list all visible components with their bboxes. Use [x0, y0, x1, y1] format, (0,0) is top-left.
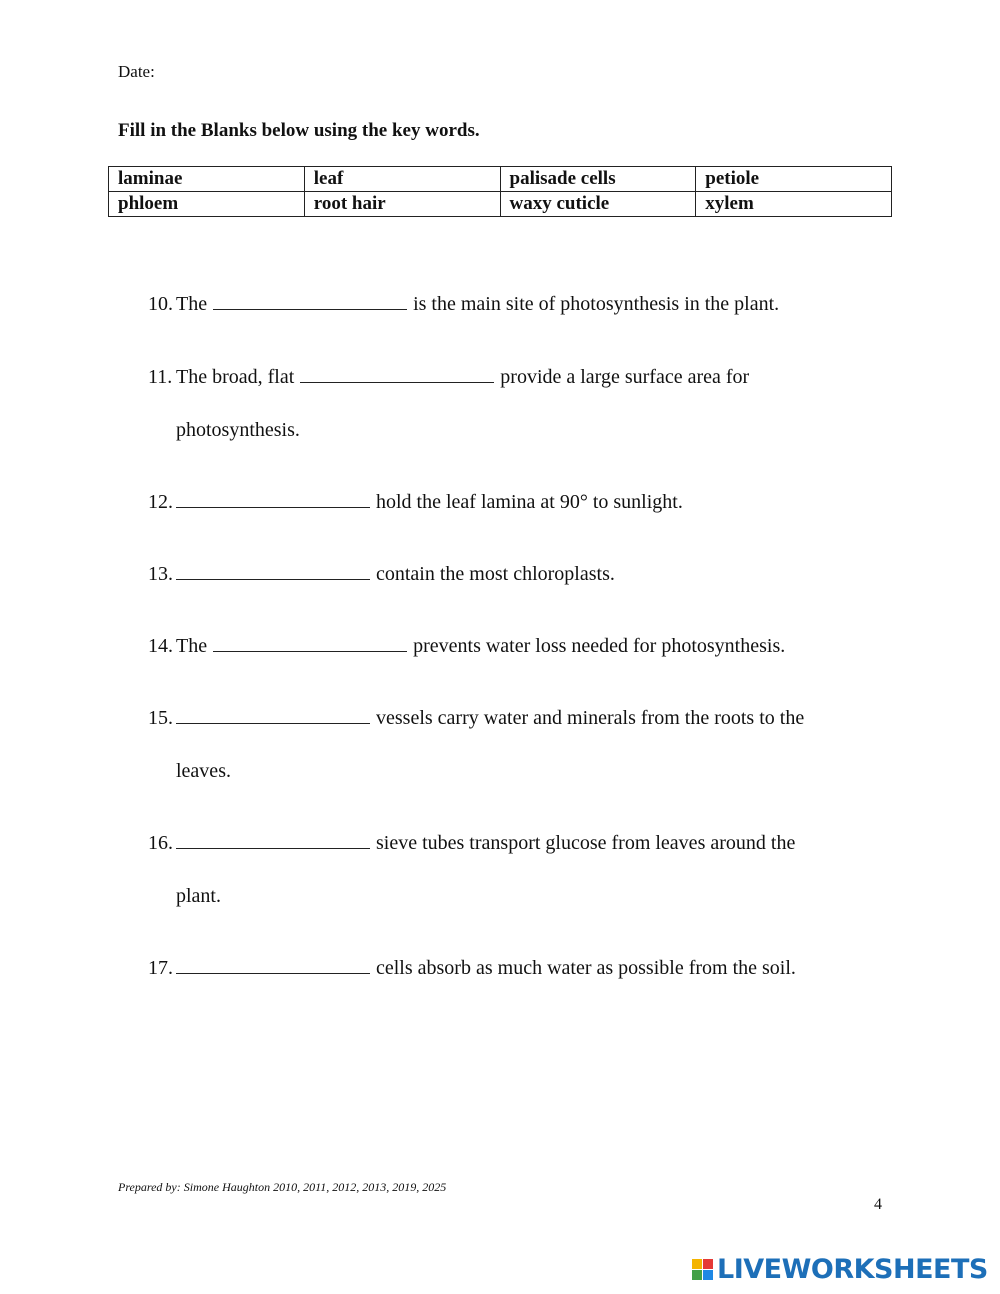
answer-blank-16[interactable]	[176, 832, 370, 849]
question-number: 14.	[148, 635, 173, 657]
keyword-row	[109, 167, 892, 192]
question-17	[148, 957, 796, 979]
keyword-cell: laminae	[109, 167, 305, 192]
question-text: vessels carry water and minerals from the roots to the	[376, 707, 805, 729]
question-15	[148, 707, 804, 729]
question-number: 12.	[148, 491, 173, 513]
keyword-cell: root hair	[304, 192, 500, 217]
liveworksheets-brand[interactable]	[692, 1254, 988, 1285]
date-label: Date:	[118, 62, 155, 81]
brand-name: LIVEWORKSHEETS	[717, 1254, 988, 1285]
answer-blank-11[interactable]	[300, 366, 494, 383]
question-continuation: leaves.	[176, 760, 231, 782]
question-continuation: photosynthesis.	[176, 419, 300, 441]
keyword-cell: xylem	[696, 192, 892, 217]
question-number: 16.	[148, 832, 173, 854]
question-text: contain the most chloroplasts.	[376, 563, 615, 585]
keyword-cell: waxy cuticle	[500, 192, 696, 217]
prepared-by-footer: Prepared by: Simone Haughton 2010, 2011, 2012, 2013, 2019, 2025	[118, 1180, 447, 1194]
answer-blank-10[interactable]	[213, 293, 407, 310]
question-13	[148, 563, 615, 585]
question-14	[148, 635, 785, 657]
question-10	[148, 293, 779, 315]
question-12	[148, 491, 683, 513]
question-number: 13.	[148, 563, 173, 585]
question-text: provide a large surface area for	[500, 366, 750, 388]
question-text: prevents water loss needed for photosynthesis.	[413, 635, 786, 657]
answer-blank-15[interactable]	[176, 707, 370, 724]
question-number: 15.	[148, 707, 173, 729]
page-number: 4	[874, 1196, 882, 1213]
question-continuation: plant.	[176, 885, 221, 907]
keyword-cell: phloem	[109, 192, 305, 217]
question-prefix: The	[176, 635, 208, 657]
answer-blank-12[interactable]	[176, 491, 370, 508]
answer-blank-13[interactable]	[176, 563, 370, 580]
question-11	[148, 366, 749, 388]
question-text: is the main site of photosynthesis in the plant.	[413, 293, 780, 315]
answer-blank-14[interactable]	[213, 635, 407, 652]
keyword-cell: leaf	[304, 167, 500, 192]
question-number: 10.	[148, 293, 173, 315]
question-prefix: The	[176, 293, 208, 315]
question-text: hold the leaf lamina at 90° to sunlight.	[376, 491, 683, 513]
question-number: 11.	[148, 366, 173, 388]
instructions-heading: Fill in the Blanks below using the key words.	[118, 120, 480, 141]
question-text: sieve tubes transport glucose from leaves around the	[376, 832, 796, 854]
keyword-cell: petiole	[696, 167, 892, 192]
keyword-table	[108, 166, 892, 217]
question-number: 17.	[148, 957, 173, 979]
keyword-row	[109, 192, 892, 217]
answer-blank-17[interactable]	[176, 957, 370, 974]
keyword-cell: palisade cells	[500, 167, 696, 192]
question-prefix: The broad, flat	[176, 366, 295, 388]
question-text: cells absorb as much water as possible from the soil.	[376, 957, 796, 979]
question-16	[148, 832, 795, 854]
liveworksheets-logo-icon	[692, 1259, 713, 1280]
